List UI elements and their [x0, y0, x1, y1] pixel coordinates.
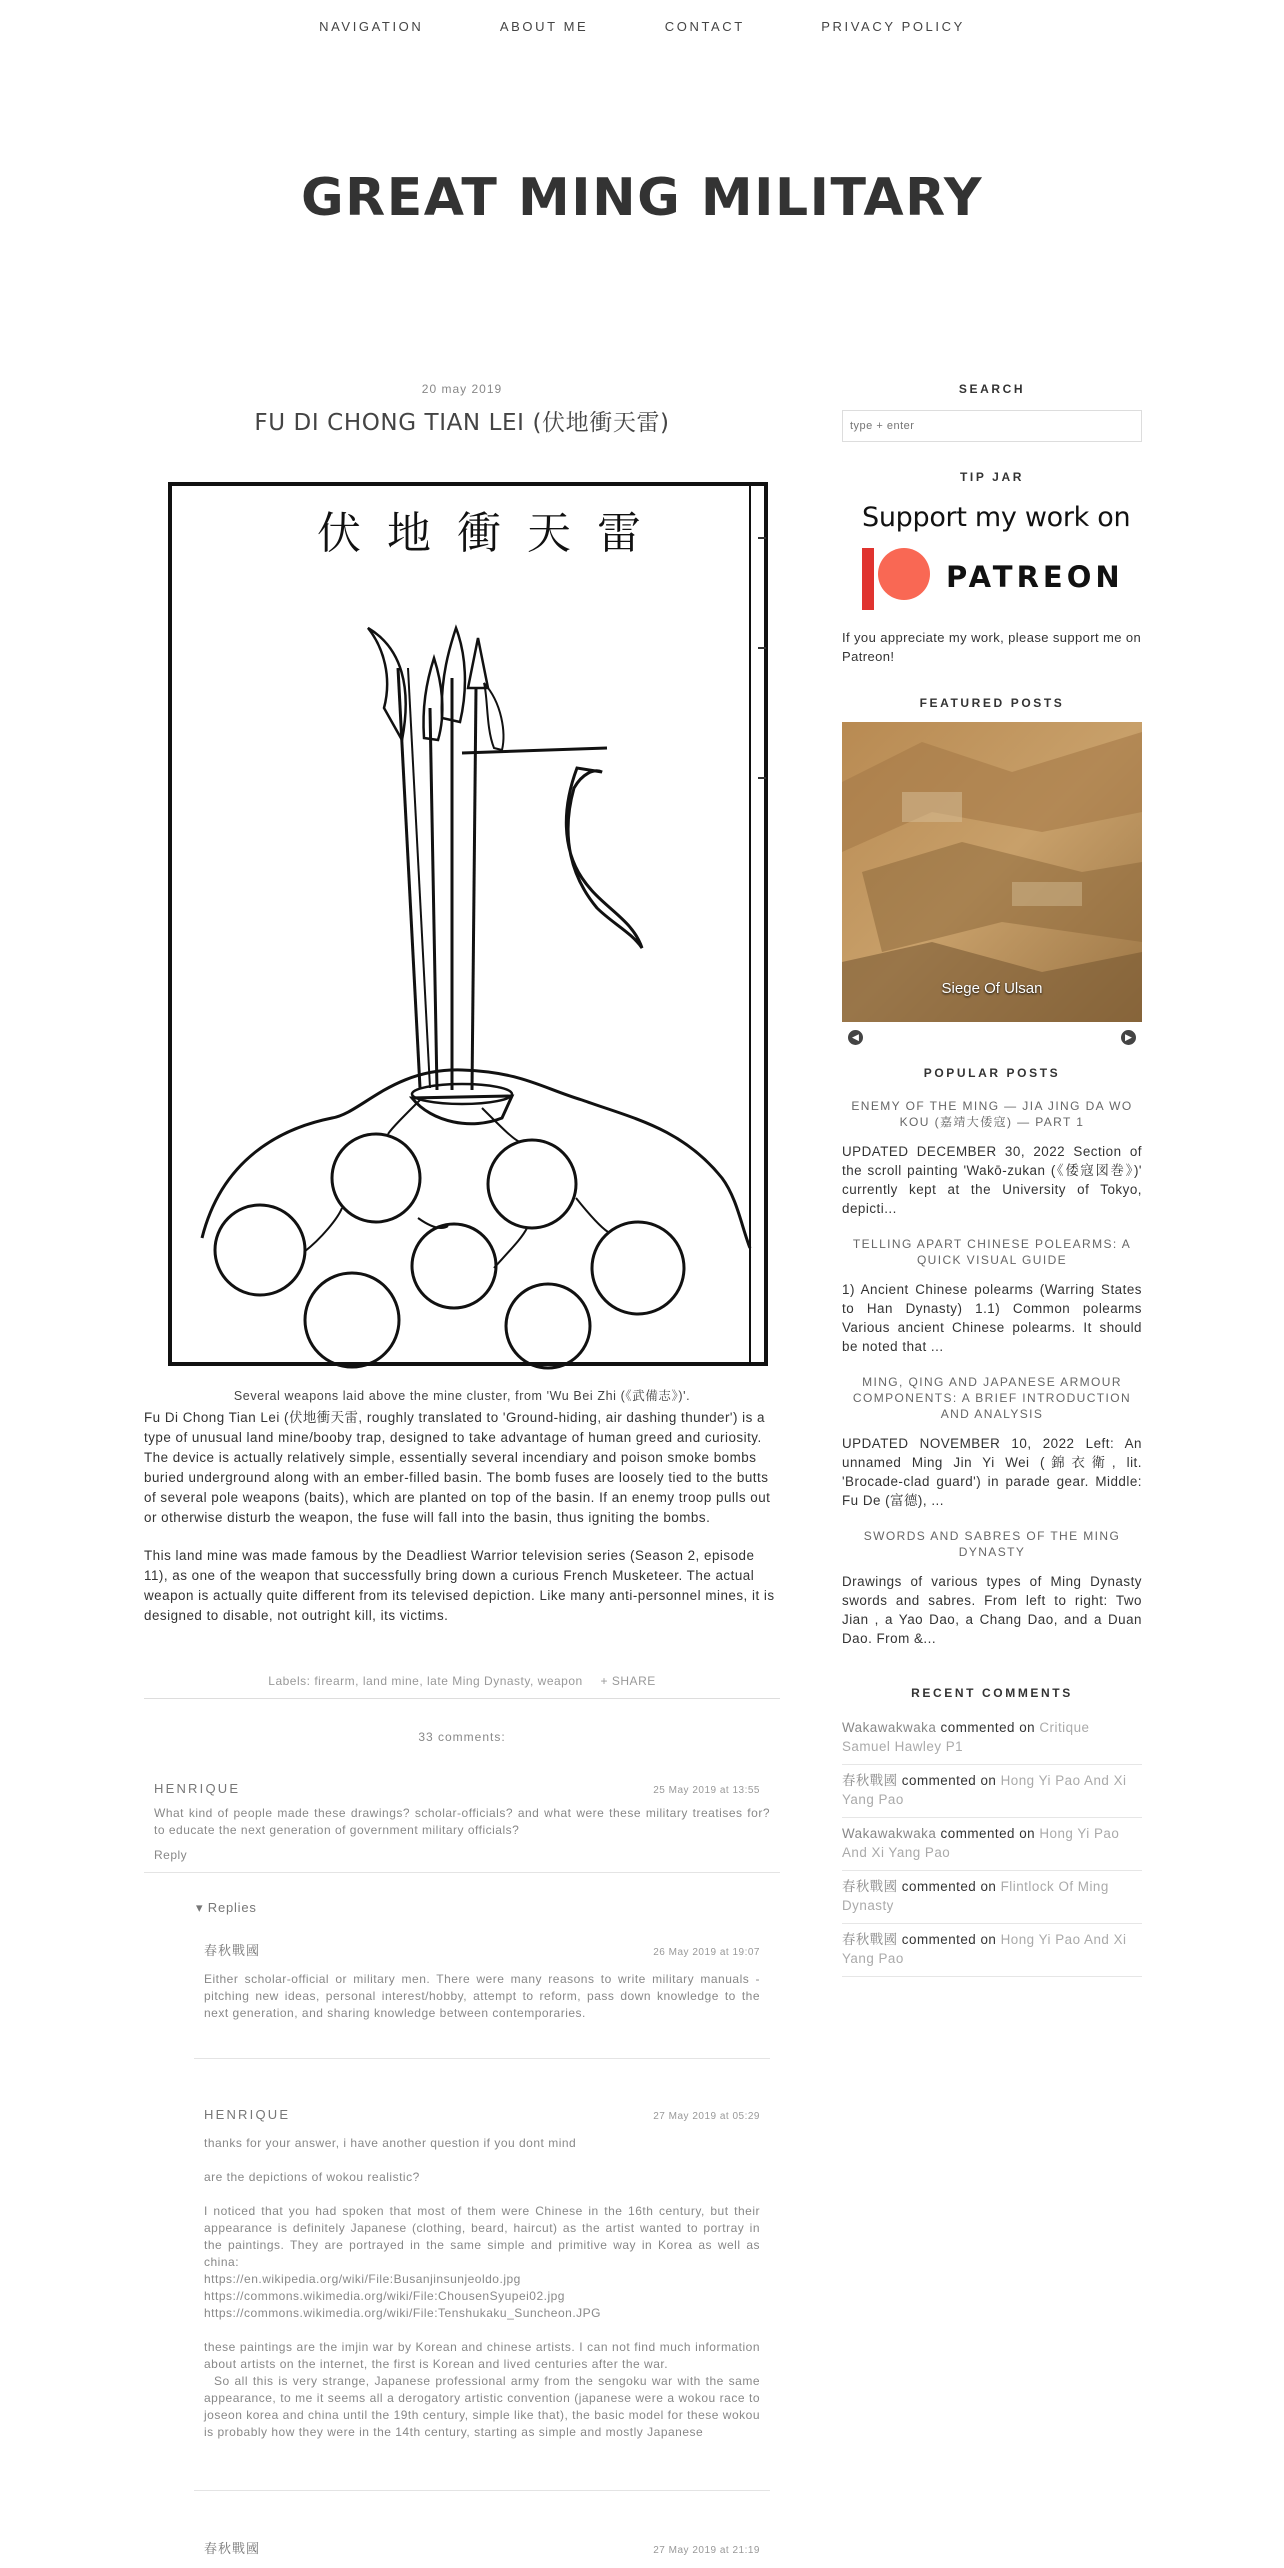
comment-paragraph-text: these paintings are the imjin war by Korean and chinese artists. I can not find much information about artists on the internet, the first is Korean and lived centuries after the war. — [204, 2340, 760, 2371]
recent-comment — [842, 1765, 1142, 1818]
recent-comment — [842, 1924, 1142, 1977]
caret-down-icon: ▾ — [196, 1900, 204, 1915]
carousel-next-icon[interactable]: ▶ — [1121, 1030, 1136, 1045]
comment-author[interactable]: HENRIQUE — [204, 2107, 291, 2122]
recent-comment-author[interactable]: 春秋戰國 — [842, 1932, 898, 1947]
figure-title-chars: 伏地衝天雷 — [317, 508, 667, 559]
popular-post-snippet: 1) Ancient Chinese polearms (Warring States to Han Dynasty) 1.1) Common polearms Various ancient Chinese polearms. It should be noted that ... — [842, 1282, 1142, 1354]
comment-text: Either scholar-official or military men. There were many reasons to write military manuals - pitching new ideas, personal interest/hobby, attempt to reform, pass down knowledge to the next generation, and sharing knowledge between contemporaries. — [204, 1972, 760, 2020]
comment-author[interactable]: HENRIQUE — [154, 1781, 241, 1796]
comment-date[interactable]: 26 May 2019 at 19:07 — [653, 1947, 760, 1958]
recent-comment-author[interactable]: Wakawakwaka — [842, 1826, 937, 1841]
popular-post — [842, 1236, 1142, 1356]
popular-post-title[interactable]: ENEMY OF THE MING — JIA JING DA WO KOU (嘉靖大倭寇) — PART 1 — [851, 1099, 1133, 1129]
featured-post-image[interactable] — [842, 722, 1142, 1022]
recent-comment — [842, 1818, 1142, 1871]
popular-post-title[interactable]: SWORDS AND SABRES OF THE MING DYNASTY — [863, 1529, 1121, 1559]
comment-count: 33 comments: — [418, 1730, 506, 1744]
tip-note: If you appreciate my work, please support me on Patreon! — [842, 630, 1142, 664]
blog-post — [144, 382, 780, 2556]
labels-list[interactable]: firearm, land mine, late Ming Dynasty, weapon — [314, 1674, 583, 1688]
search-title: SEARCH — [958, 382, 1026, 396]
sidebar — [842, 382, 1142, 1977]
share-button[interactable]: + SHARE — [600, 1674, 656, 1688]
nav-privacy-policy[interactable]: PRIVACY POLICY — [821, 19, 965, 34]
patreon-tagline: Support my work on — [862, 502, 1131, 533]
popular-post — [842, 1374, 1142, 1510]
comment-paragraph: are the depictions of wokou realistic? — [204, 2170, 420, 2184]
comment-paragraph — [204, 2339, 760, 2441]
popular-post-snippet: UPDATED NOVEMBER 10, 2022 Left: An unnamed Ming Jin Yi Wei (錦衣衛, lit. 'Brocade-clad guard') in parade gear. Middle: Fu De (富德), ... — [842, 1436, 1142, 1508]
comment-divider — [144, 1872, 780, 1873]
comment — [154, 1780, 770, 1864]
post-paragraph: This land mine was made famous by the Deadliest Warrior television series (Season 2, episode 11), as one of the weapon that successfully bring down a curious French Musketeer. The actual weapon is actually quite different from its televised depiction. Like many anti-personnel mines, it is designed to disable, not outright kill, its victims. — [144, 1548, 775, 1623]
popular-post-title[interactable]: TELLING APART CHINESE POLEARMS: A QUICK VISUAL GUIDE — [852, 1237, 1132, 1267]
replies-label: Replies — [207, 1900, 257, 1915]
reply-link[interactable]: Reply — [154, 1848, 188, 1862]
featured-post-label: Siege Of Ulsan — [941, 980, 1043, 997]
comment-date[interactable]: 27 May 2019 at 21:19 — [653, 2545, 760, 2556]
comment-date[interactable]: 27 May 2019 at 05:29 — [653, 2111, 760, 2122]
popular-post-snippet: Drawings of various types of Ming Dynasty swords and sabres. From left to right: Two Jian , a Yao Dao, a Chang Dao, and a Duan Dao. From &... — [842, 1574, 1142, 1646]
comment-text — [204, 2135, 760, 2441]
recent-comment-post[interactable]: Flintlock Of Ming Dynasty — [842, 1879, 1109, 1913]
reply-comment — [204, 2106, 760, 2441]
comment-paragraph: thanks for your answer, i have another question if you dont mind — [204, 2136, 577, 2150]
popular-post — [842, 1528, 1142, 1648]
recent-comment-verb: commented on — [901, 1932, 997, 1947]
labels-prefix: Labels: — [268, 1674, 311, 1688]
popular-posts-title: POPULAR POSTS — [923, 1066, 1061, 1080]
featured-painting — [842, 722, 1142, 1022]
mine-woodblock-drawing — [162, 478, 774, 1372]
comment-link[interactable]: https://commons.wikimedia.org/wiki/File:Tenshukaku_Suncheon.JPG — [204, 2306, 601, 2320]
featured-posts-title: FEATURED POSTS — [919, 696, 1065, 710]
popular-post — [842, 1098, 1142, 1218]
nav-navigation[interactable]: NAVIGATION — [319, 19, 424, 34]
post-body — [144, 1408, 780, 1626]
search-input[interactable] — [842, 410, 1142, 442]
patreon-banner[interactable] — [842, 500, 1142, 628]
recent-comment-author[interactable]: Wakawakwaka — [842, 1720, 937, 1735]
comment-paragraph-text: I noticed that you had spoken that most of them were Chinese in the 16th century, but their appearance is definitely Japanese (clothing, beard, haircut) as the artist wanted to portray in the paintings. They are portrayed in the same simple and primitive way in Korea as well as china: — [204, 2204, 760, 2269]
popular-post-snippet: UPDATED DECEMBER 30, 2022 Section of the scroll painting 'Wakō-zukan (《倭寇図巻》)' currently kept at the University of Tokyo, depicti... — [842, 1144, 1142, 1216]
recent-comment-author[interactable]: 春秋戰國 — [842, 1879, 898, 1894]
patreon-wordmark: PATREON — [946, 560, 1124, 594]
top-navigation — [0, 18, 1284, 36]
recent-comment-verb: commented on — [901, 1879, 997, 1894]
carousel-prev-icon[interactable]: ◀ — [848, 1030, 863, 1045]
post-title: FU DI CHONG TIAN LEI (伏地衝天雷) — [254, 410, 670, 436]
recent-comment — [842, 1871, 1142, 1924]
nav-about-me[interactable]: ABOUT ME — [499, 19, 589, 34]
post-labels — [144, 1674, 780, 1699]
comment-author[interactable]: 春秋戰國 — [204, 1943, 261, 1958]
comment-paragraph — [204, 2203, 760, 2322]
patreon-logo-icon — [862, 544, 942, 614]
recent-comment-verb: commented on — [940, 1826, 1036, 1841]
recent-comment-post[interactable]: Hong Yi Pao And Xi Yang Pao — [842, 1826, 1120, 1860]
site-title[interactable]: GREAT MING MILITARY — [300, 168, 984, 228]
comment-date[interactable]: 25 May 2019 at 13:55 — [653, 1785, 760, 1796]
comment-author[interactable]: 春秋戰國 — [204, 2541, 261, 2556]
post-paragraph: Fu Di Chong Tian Lei (伏地衝天雷, roughly translated to 'Ground-hiding, air dashing thunder') is a type of unusual land mine/booby trap, designed to take advantage of human greed and curiosity. The device is actually relatively simple, essentially several incendiary and poison smoke bombs buried underground along with an ember-filled basin. The bomb fuses are loosely tied to the butts of several pole weapons (baits), which are planted on top of the basin. If an enemy troop pulls out or otherwise disturb the weapon, the fuse will fall into the basin, thus igniting the bombs. — [144, 1410, 771, 1525]
comment-divider — [194, 2058, 770, 2059]
tip-jar-title: TIP JAR — [960, 470, 1024, 484]
comment-text: What kind of people made these drawings? scholar-officials? and what were these military treatises for? to educate the next generation of government military officials? — [154, 1806, 770, 1837]
nav-contact[interactable]: CONTACT — [664, 19, 745, 34]
recent-comment-verb: commented on — [940, 1720, 1036, 1735]
carousel-nav — [842, 1026, 1142, 1048]
post-date: 20 may 2019 — [421, 382, 503, 396]
recent-comment-author[interactable]: 春秋戰國 — [842, 1773, 898, 1788]
comment-link[interactable]: https://commons.wikimedia.org/wiki/File:ChousenSyupei02.jpg — [204, 2289, 565, 2303]
comment-link[interactable]: https://en.wikipedia.org/wiki/File:Busanjinsunjeoldo.jpg — [204, 2272, 521, 2286]
comment-paragraph-text: So all this is very strange, Japanese professional army from the sengoku war with the same appearance, to me it seems all a derogatory artistic convention (japanese were a wokou race to joseon korea and china until the 19th century, simple like that), the basic model for these wokou is probably how they were in the 14th century, starting as simple and mostly Japanese — [204, 2374, 760, 2439]
recent-comment-post[interactable]: Hong Yi Pao And Xi Yang Pao — [842, 1773, 1127, 1807]
reply-comment — [204, 1942, 760, 2022]
comment-divider — [194, 2490, 770, 2491]
reply-comment — [204, 2540, 760, 2557]
recent-comments-title: RECENT COMMENTS — [911, 1686, 1073, 1700]
recent-comment — [842, 1712, 1142, 1765]
figure-caption: Several weapons laid above the mine cluster, from 'Wu Bei Zhi (《武備志》)'. — [233, 1389, 691, 1403]
recent-comment-post[interactable]: Critique Samuel Hawley P1 — [842, 1720, 1090, 1754]
replies-toggle[interactable] — [196, 1900, 257, 1916]
recent-comment-verb: commented on — [901, 1773, 997, 1788]
popular-post-title[interactable]: MING, QING AND JAPANESE ARMOUR COMPONENTS: A BRIEF INTRODUCTION AND ANALYSIS — [852, 1375, 1132, 1421]
recent-comment-post[interactable]: Hong Yi Pao And Xi Yang Pao — [842, 1932, 1127, 1966]
post-illustration[interactable] — [162, 478, 774, 1372]
